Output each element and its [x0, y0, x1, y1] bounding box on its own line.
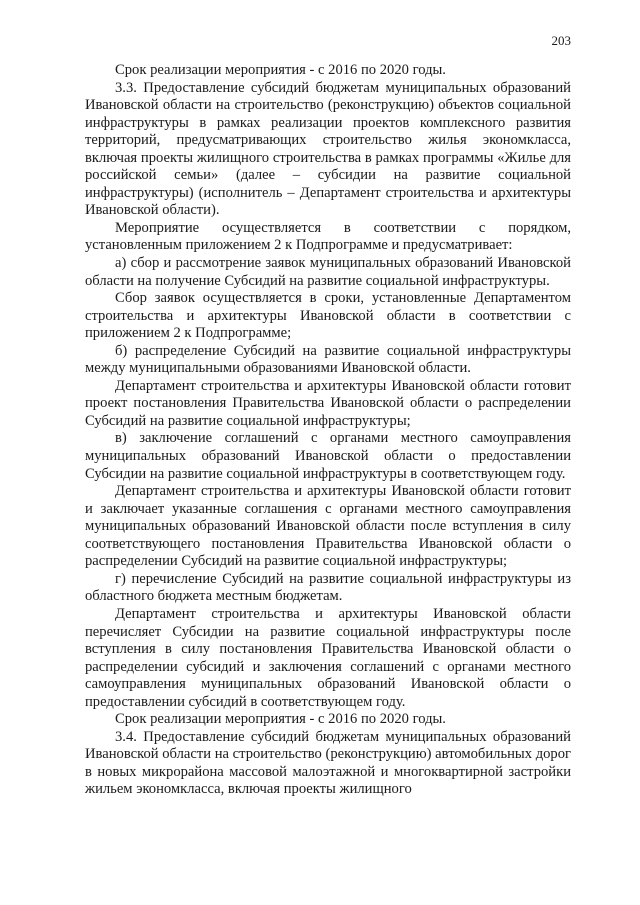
paragraph-item-a: а) сбор и рассмотрение заявок муниципальных образований Ивановской области на получение Субсидий на развитие социальной инфраструктуры. — [85, 255, 571, 289]
page-number: 203 — [551, 33, 571, 48]
paragraph-deadline-3-2: Срок реализации мероприятия - с 2016 по 2020 годы. — [115, 62, 446, 78]
paragraph-section-3-3: 3.3. Предоставление субсидий бюджетам муниципальных образований Ивановской области на строительство (реконструкцию) объектов социальной инфраструктуры в рамках реализации проектов комплексного развития территорий, предусматривающих строительство жилья экономкласса, включая проекты жилищного строительства в рамках программы «Жилье для российской семьи» (далее – субсидии на развитие социальной инфраструктуры) (исполнитель – Департамент строительства и архитектуры Ивановской области). — [85, 79, 571, 219]
paragraph-resolution-draft: Департамент строительства и архитектуры Ивановской области готовит проект постановления Правительства Ивановской области о распределении Субсидий на развитие социальной инфраструктуры; — [85, 377, 571, 429]
paragraph-collection-terms: Сбор заявок осуществляется в сроки, установленные Департаментом строительства и архитектуры Ивановской области в соответствии с приложением 2 к Подпрограмме; — [85, 290, 571, 342]
paragraph-procedure-intro: Мероприятие осуществляется в соответствии с порядком, установленным приложением 2 к Подпрограмме и предусматривает: — [85, 219, 571, 254]
paragraph-transfer: Департамент строительства и архитектуры Ивановской области перечисляет Субсидии на развитие социальной инфраструктуры после вступления в силу постановления Правительства Ивановской области о распределении субсидий и заключения соглашений с органами местного самоуправления муниципальных образований Ивановской области о предоставлении субсидий в соответствующем году. — [85, 605, 571, 710]
paragraph-deadline-3-3: Срок реализации мероприятия - с 2016 по 2020 годы. — [115, 711, 446, 728]
paragraph-section-3-4: 3.4. Предоставление субсидий бюджетам муниципальных образований Ивановской области на строительство (реконструкцию) автомобильных дорог в новых микрорайона массовой малоэтажной и многоквартирной застройки жильем экономкласса, включая проекты жилищного — [85, 728, 571, 798]
paragraph-agreements: Департамент строительства и архитектуры Ивановской области готовит и заключает указанные соглашения с органами местного самоуправления муниципальных образований Ивановской области после вступления в силу соответствующего постановления Правительства Ивановской области о распределении Субсидий на развитие социальной инфраструктуры; — [85, 483, 571, 570]
paragraph-item-g: г) перечисление Субсидий на развитие социальной инфраструктуры из областного бюджета местным бюджетам. — [85, 570, 571, 605]
paragraph-item-v: в) заключение соглашений с органами местного самоуправления муниципальных образований Ивановской области о предоставлении Субсидии на развитие социальной инфраструктуры в соответствующем году. — [85, 430, 571, 482]
paragraph-item-b: б) распределение Субсидий на развитие социальной инфраструктуры между муниципальными образованиями Ивановской области. — [85, 342, 571, 377]
